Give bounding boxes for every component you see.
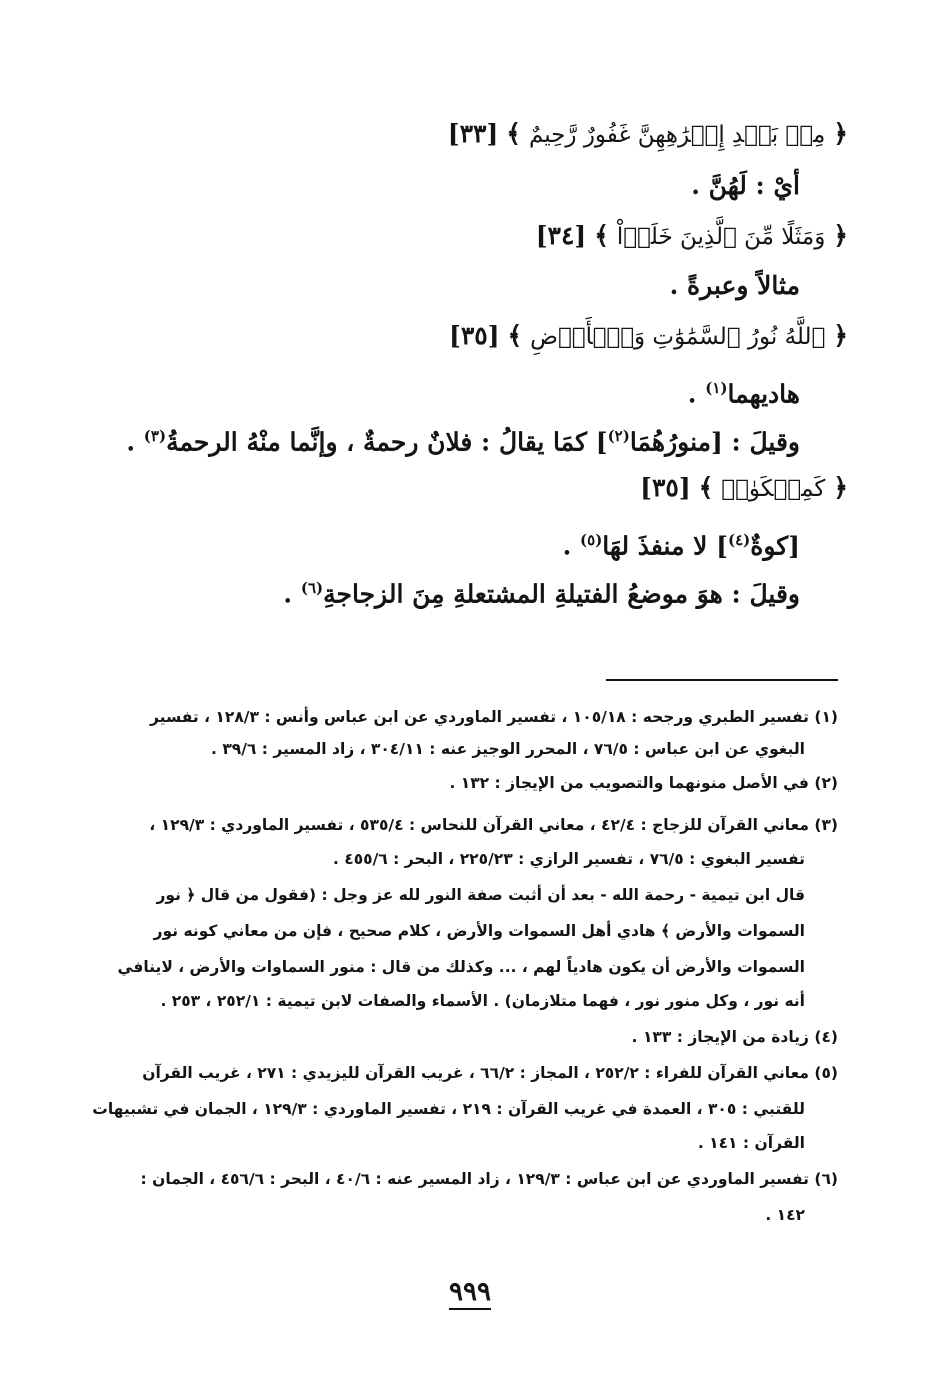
verse-close-bracket: ﴾ [594, 221, 609, 250]
verse-open-bracket: ﴿ [833, 473, 848, 502]
verse-close-bracket: ﴾ [507, 321, 523, 350]
footnote-3-cont: تفسير البغوي : ٧٦/٥ ، تفسير الرازي : ٢٢٥/٢٣ ، البحر : ٤٥٥/٦ . [332, 850, 805, 868]
commentary-text: [كوةٌ [750, 531, 800, 561]
verse-text: مِنۢ بَعۡدِ إِكۡرَٰهِهِنَّ غَفُورٌ رَّحِيمٌ [528, 122, 826, 148]
commentary-line [283, 570, 800, 612]
commentary-end: . [687, 379, 706, 409]
footnote-ref: (١) [705, 379, 728, 397]
verse-text: ٱللَّهُ نُورُ ٱلسَّمَٰوَٰتِ وَٱلۡأَرۡضِ [530, 324, 826, 350]
commentary-end: . [126, 427, 144, 457]
commentary-text: ] كمَا يقالُ : فلانٌ رحمةٌ ، وإنَّما منْهُ الرحمةُ [166, 427, 608, 457]
footnote-3-quote: السموات والأرض ﴾ هادي أهل السموات والأرض ، كلام صحيح ، فإن من معاني كونه نور [153, 922, 805, 940]
footnote-ref: (٢) [607, 427, 630, 445]
verse-close-bracket: ﴾ [698, 473, 714, 502]
verse-34 [536, 218, 848, 255]
verse-open-bracket: ﴿ [833, 221, 848, 250]
footnote-3-quote: قال ابن تيمية - رحمة الله - بعد أن أثبت صفة النور لله عز وجل : (فقول من قال ﴿ نور [156, 886, 805, 904]
commentary-line: مثالاً وعبرةً . [669, 271, 800, 300]
verse-text: وَمَثَلًا مِّنَ ٱلَّذِينَ خَلَوۡاْ [616, 224, 826, 250]
footnote-5-cont: القرآن : ١٤١ . [697, 1134, 805, 1152]
footnote-1: (١) تفسير الطبري ورجحه : ١٠٥/١٨ ، تفسير الماوردي عن ابن عباس وأنس : ١٢٨/٣ ، تفسير [150, 708, 838, 726]
commentary-line [126, 418, 800, 460]
commentary-end: . [283, 579, 301, 609]
commentary-text: وقيلَ : هوَ موضعُ الفتيلةِ المشتعلةِ مِنَ الزجاجةِ [323, 579, 800, 609]
footnote-5-cont: للقتبي : ٣٠٥ ، العمدة في غريب القرآن : ٢١٩ ، تفسير الماوردي : ١٢٩/٣ ، الجمان في تشبيهات [92, 1100, 805, 1118]
verse-text: كَمِشۡكَوٰةٖ [721, 476, 826, 502]
footnote-separator [606, 679, 838, 681]
footnote-4: (٤) زيادة من الإيجاز : ١٣٣ . [631, 1028, 838, 1046]
footnote-1-cont: البغوي عن ابن عباس : ٧٦/٥ ، المحرر الوجيز عنه : ٣٠٤/١١ ، زاد المسير : ٣٩/٦ . [211, 740, 805, 758]
verse-number: [٣٤] [535, 221, 587, 250]
commentary-line [688, 370, 800, 412]
footnote-3: (٣) معاني القرآن للزجاج : ٤٢/٤ ، معاني القرآن للنحاس : ٥٣٥/٤ ، تفسير الماوردي : ١٢٩/٣ ، [149, 816, 838, 834]
verse-close-bracket: ﴾ [506, 119, 521, 148]
verse-number: [٣٥] [449, 321, 500, 350]
footnote-ref: (٤) [727, 531, 751, 549]
commentary-text: ] لا منفذَ لهَا [602, 531, 728, 561]
footnote-ref: (٣) [143, 427, 167, 445]
verse-number: [٣٥] [640, 473, 691, 502]
footnote-3-quote: أنه نور ، وكل منور نور ، فهما متلازمان) . الأسماء والصفات لابن تيمية : ٢٥٢/١ ، ٢٥٣ . [160, 992, 805, 1010]
footnote-ref: (٦) [300, 579, 324, 597]
verse-number: [٣٣] [447, 119, 499, 148]
footnote-ref: (٥) [580, 531, 603, 549]
footnote-5: (٥) معاني القرآن للفراء : ٢٥٢/٢ ، المجاز : ٦٦/٢ ، غريب القرآن لليزيدي : ٢٧١ ، غريب القرآن [142, 1064, 838, 1082]
verse-35 [449, 318, 848, 355]
commentary-line: أيْ : لَهُنَّ . [691, 171, 800, 200]
footnote-2: (٢) في الأصل منونهما والتصويب من الإيجاز : ١٣٢ . [449, 774, 838, 792]
verse-open-bracket: ﴿ [833, 119, 848, 148]
page-number-text: ٩٩٩ [449, 1276, 491, 1310]
footnote-3-quote: السموات والأرض أن يكون هادياً لهم ، ... وكذلك من قال : منور السماوات والأرض ، لاينافي [117, 958, 805, 976]
verse-33 [448, 116, 848, 153]
page-number [420, 1276, 520, 1310]
verse-open-bracket: ﴿ [833, 321, 848, 350]
footnote-6-cont: ١٤٢ . [765, 1206, 805, 1224]
verse-35-mishkat [640, 470, 848, 507]
commentary-text: وقيلَ : [منورُهُمَا [629, 427, 800, 457]
commentary-line [563, 522, 800, 564]
commentary-end: . [562, 531, 581, 561]
footnote-6: (٦) تفسير الماوردي عن ابن عباس : ١٢٩/٣ ، زاد المسير عنه : ٤٠/٦ ، البحر : ٤٥٦/٦ ، الجمان : [140, 1170, 838, 1188]
commentary-text: هاديهما [727, 379, 800, 409]
